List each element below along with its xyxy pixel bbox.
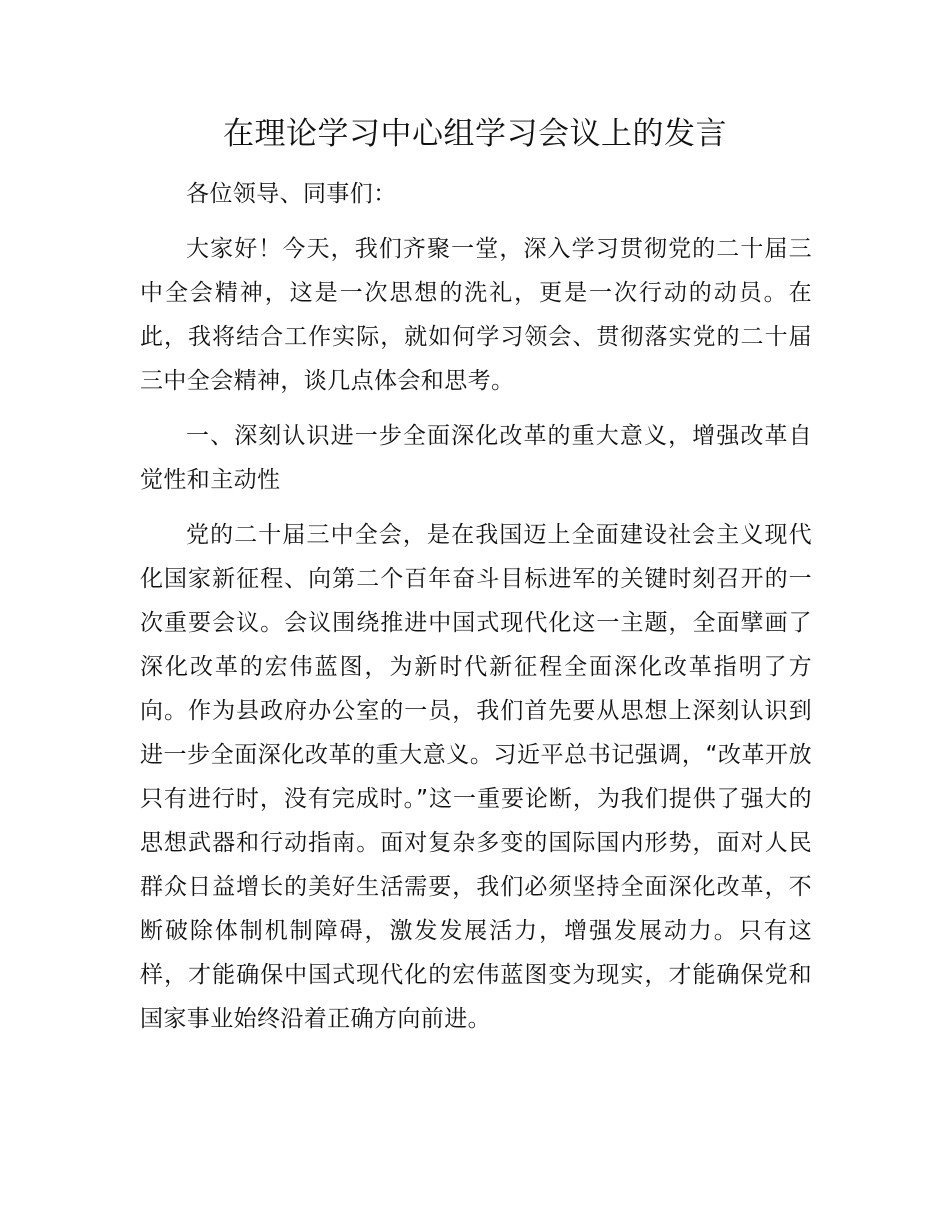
document-body — [140, 172, 812, 1041]
document-title: 在理论学习中心组学习会议上的发言 — [223, 116, 727, 152]
paragraph-section-1: 党的二十届三中全会，是在我国迈上全面建设社会主义现代化国家新征程、向第二个百年奋斗目标进军的关键时刻召开的一次重要会议。会议围绕推进中国式现代化这一主题，全面擘画了深化改革的宏伟蓝图，为新时代新征程全面深化改革指明了方向。作为县政府办公室的一员，我们首先要从思想上深刻认识到进一步全面深化改革的重大意义。习近平总书记强调，“改革开放只有进行时，没有完成时。”这一重要论断，为我们提供了强大的思想武器和行动指南。面对复杂多变的国际国内形势，面对人民群众日益增长的美好生活需要，我们必须坚持全面深化改革，不断破除体制机制障碍，激发发展活力，增强发展动力。只有这样，才能确保中国式现代化的宏伟蓝图变为现实，才能确保党和国家事业始终沿着正确方向前进。 — [140, 522, 812, 1032]
greeting: 各位领导、同事们： — [186, 181, 397, 207]
paragraph-intro: 大家好！今天，我们齐聚一堂，深入学习贯彻党的二十届三中全会精神，这是一次思想的洗礼，更是一次行动的动员。在此，我将结合工作实际，就如何学习领会、贯彻落实党的二十届三中全会精神，谈几点体会和思考。 — [140, 236, 812, 394]
section-heading-1: 一、深刻认识进一步全面深化改革的重大意义，增强改革自觉性和主动性 — [140, 423, 812, 493]
